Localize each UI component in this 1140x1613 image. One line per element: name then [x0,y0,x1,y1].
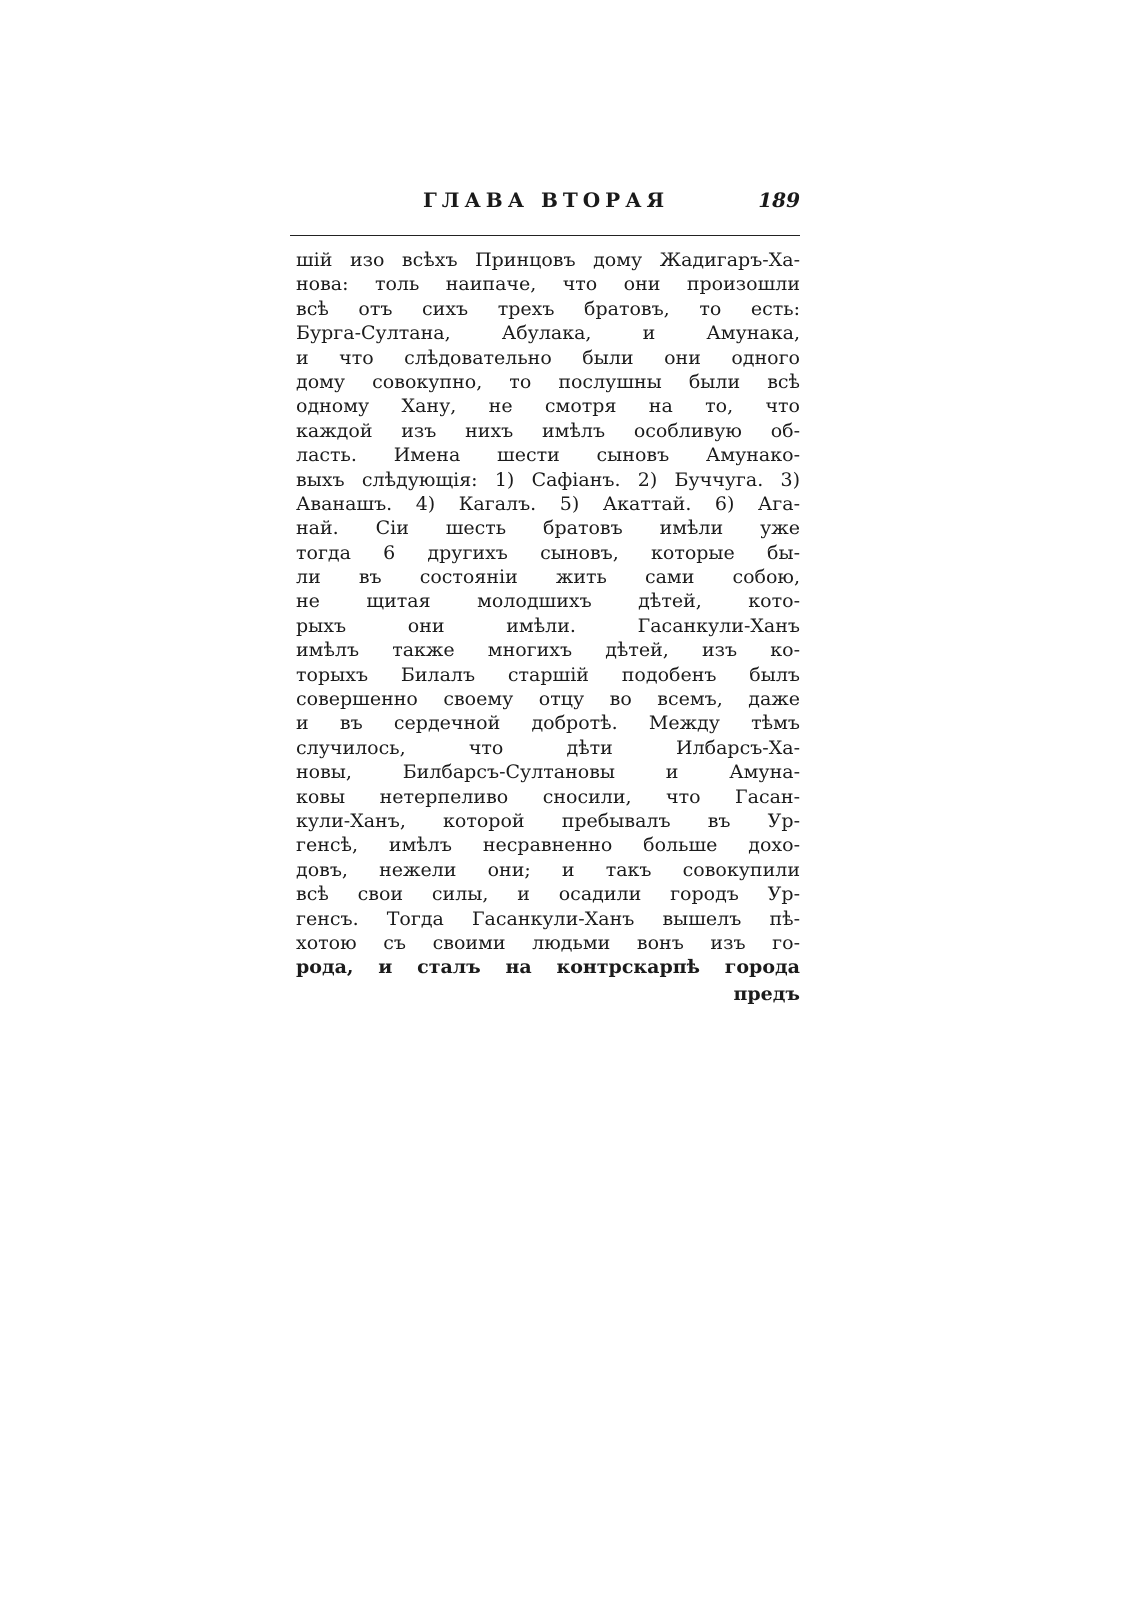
text-line: и что слѣдовательно были они одного [296,346,800,369]
text-line: одному Хану, не смотря на то, что [296,395,800,418]
page-header [290,188,800,220]
text-line: ласть. Имена шести сыновъ Амунако- [296,444,800,467]
text-line: довъ, нежели они; и такъ совокупили [296,858,800,881]
text-line: рода, и сталъ на контрскарпѣ города [296,956,800,979]
text-line: всѣ свои силы, и осадили городъ Ур- [296,883,800,906]
text-line: генсъ. Тогда Гасанкули-Ханъ вышелъ пѣ- [296,907,800,930]
text-line: имѣлъ также многихъ дѣтей, изъ ко- [296,639,800,662]
text-line: каждой изъ нихъ имѣлъ особливую об- [296,419,800,442]
body-text [296,248,800,980]
header-rule [290,235,800,236]
text-line: нова: толь наипаче, что они произошли [296,273,800,296]
text-line: ли въ состояніи жить сами собою, [296,566,800,589]
text-line: рыхъ они имѣли. Гасанкули-Ханъ [296,614,800,637]
text-line: ковы нетерпеливо сносили, что Гасан- [296,785,800,808]
text-line: и въ сердечной добротѣ. Между тѣмъ [296,712,800,735]
text-line: хотою съ своими людьми вонъ изъ го- [296,931,800,954]
text-line: дому совокупно, то послушны были всѣ [296,370,800,393]
text-line: най. Сіи шесть братовъ имѣли уже [296,517,800,540]
text-line: совершенно своему отцу во всемъ, даже [296,688,800,711]
running-title: ГЛАВА ВТОРАЯ [423,188,670,212]
text-line: шій изо всѣхъ Принцовъ дому Жадигаръ-Ха- [296,249,800,271]
text-line: не щитая молодшихъ дѣтей, кото- [296,590,800,613]
text-line: выхъ слѣдующія: 1) Сафіанъ. 2) Буччуга. 3) [296,468,800,491]
text-line: кули-Ханъ, которой пребывалъ въ Ур- [296,809,800,832]
text-line: Бурга-Султана, Абулака, и Амунака, [296,322,800,345]
page-number: 189 [758,188,800,212]
text-line: генсѣ, имѣлъ несравненно больше дохо- [296,834,800,857]
text-line: новы, Билбарсъ-Султановы и Амуна- [296,761,800,784]
text-line: всѣ отъ сихъ трехъ братовъ, то есть: [296,297,800,320]
text-line: тогда 6 другихъ сыновъ, которые бы- [296,541,800,564]
text-line: Аванашъ. 4) Кагалъ. 5) Акаттай. 6) Ага- [296,492,800,515]
catchword: предъ [733,983,800,1005]
text-line: случилось, что дѣти Илбарсъ-Ха- [296,736,800,759]
text-line: торыхъ Билалъ старшій подобенъ былъ [296,663,800,686]
